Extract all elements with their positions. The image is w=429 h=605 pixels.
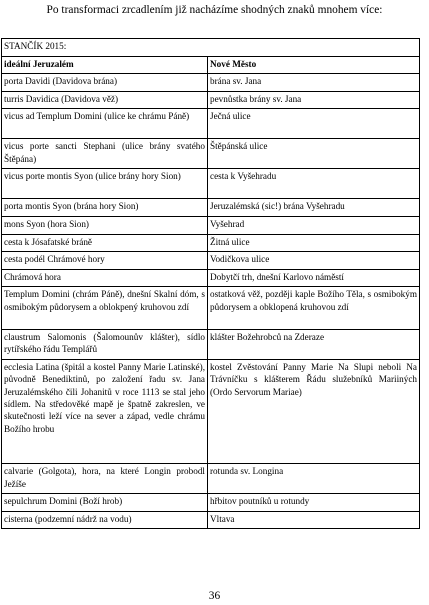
page-number: 36 — [208, 590, 221, 602]
nove-mesto-cell: Ječná ulice — [208, 109, 420, 139]
nove-mesto-cell: Jeruzalémská (sic!) brána Vyšehradu — [208, 199, 420, 217]
nove-mesto-cell: pevnůstka brány sv. Jana — [208, 91, 420, 109]
nove-mesto-cell: kostel Zvěstování Panny Marie Na Slupi neboli Na Trávníčku s klášterem Řádu služebníků Mariiných (Ordo Servorum Mariae) — [208, 359, 420, 463]
table-header-row — [2, 56, 420, 74]
jerusalem-cell: claustrum Salomonis (Šalomounův klášter), sídlo rytířského řádu Templářů — [2, 329, 208, 359]
nove-mesto-cell: Dobytčí trh, dnešní Karlovo náměstí — [208, 269, 420, 287]
nove-mesto-cell: Vltava — [208, 511, 420, 529]
column-header-jerusalem: ideální Jeruzalém — [2, 56, 208, 74]
jerusalem-cell: Chrámová hora — [2, 269, 208, 287]
jerusalem-cell: ecclesia Latina (špitál a kostel Panny Marie Latinské), původně Benediktinů, po založení řadu sv. Jana Jeruzalémského čili Johanitů v roce 1113 se stal jeho sídlem. Na středověké mapě je špatně zakreslen, ve skutečnosti leží více na sever a západ, vedle chrámu Božího hrobu — [2, 359, 208, 463]
nove-mesto-cell: hřbitov poutníků u rotundy — [208, 494, 420, 512]
jerusalem-cell: cisterna (podzemní nádrž na vodu) — [2, 511, 208, 529]
jerusalem-cell: vicus ad Templum Domini (ulice ke chrámu Páně) — [2, 109, 208, 139]
nove-mesto-cell: cesta k Vyšehradu — [208, 169, 420, 199]
table-row — [2, 109, 420, 139]
jerusalem-cell: Templum Domini (chrám Páně), dnešní Skalní dóm, s osmibokým půdorysem a oblokpený kruhovou zdí — [2, 287, 208, 329]
nove-mesto-cell: Štěpánská ulice — [208, 139, 420, 169]
table-row — [2, 74, 420, 92]
table-row — [2, 216, 420, 234]
nove-mesto-cell: brána sv. Jana — [208, 74, 420, 92]
table-row — [2, 269, 420, 287]
table-row — [2, 199, 420, 217]
jerusalem-cell: cesta podél Chrámové hory — [2, 252, 208, 270]
jerusalem-cell: vicus porte sancti Stephani (ulice brány svatého Štěpána) — [2, 139, 208, 169]
table-row — [2, 139, 420, 169]
nove-mesto-cell: klášter Božehrobců na Zderaze — [208, 329, 420, 359]
table-row — [2, 329, 420, 359]
nove-mesto-cell: Vyšehrad — [208, 216, 420, 234]
comparison-table — [1, 38, 420, 529]
nove-mesto-cell: Žitná ulice — [208, 234, 420, 252]
jerusalem-cell: cesta k Jósafatské bráně — [2, 234, 208, 252]
column-header-nove-mesto: Nové Město — [208, 56, 420, 74]
table-row — [2, 169, 420, 199]
table-row — [2, 252, 420, 270]
jerusalem-cell: calvarie (Golgota), hora, na které Longin probodl Ježíše — [2, 464, 208, 494]
table-row — [2, 464, 420, 494]
jerusalem-cell: sepulchrum Domini (Boží hrob) — [2, 494, 208, 512]
table-row — [2, 91, 420, 109]
jerusalem-cell: mons Syon (hora Sion) — [2, 216, 208, 234]
table-row — [2, 287, 420, 329]
intro-text: Po transformaci zrcadlením již nacházíme shodných znaků mnohem více: — [46, 4, 383, 16]
nove-mesto-cell: ostatková věž, později kaple Božího Těla, s osmibokým půdorysem a obklopená kruhovou zdí — [208, 287, 420, 329]
table-caption-row — [2, 39, 420, 57]
table-caption: STANČÍK 2015: — [2, 39, 420, 57]
jerusalem-cell: vicus porte montis Syon (ulice brány hory Sion) — [2, 169, 208, 199]
nove-mesto-cell: rotunda sv. Longina — [208, 464, 420, 494]
table-row — [2, 234, 420, 252]
table-row — [2, 511, 420, 529]
table-row — [2, 494, 420, 512]
nove-mesto-cell: Vodičkova ulice — [208, 252, 420, 270]
jerusalem-cell: porta montis Syon (brána hory Sion) — [2, 199, 208, 217]
jerusalem-cell: turris Davidica (Davidova věž) — [2, 91, 208, 109]
table-row — [2, 359, 420, 463]
jerusalem-cell: porta Davidi (Davidova brána) — [2, 74, 208, 92]
